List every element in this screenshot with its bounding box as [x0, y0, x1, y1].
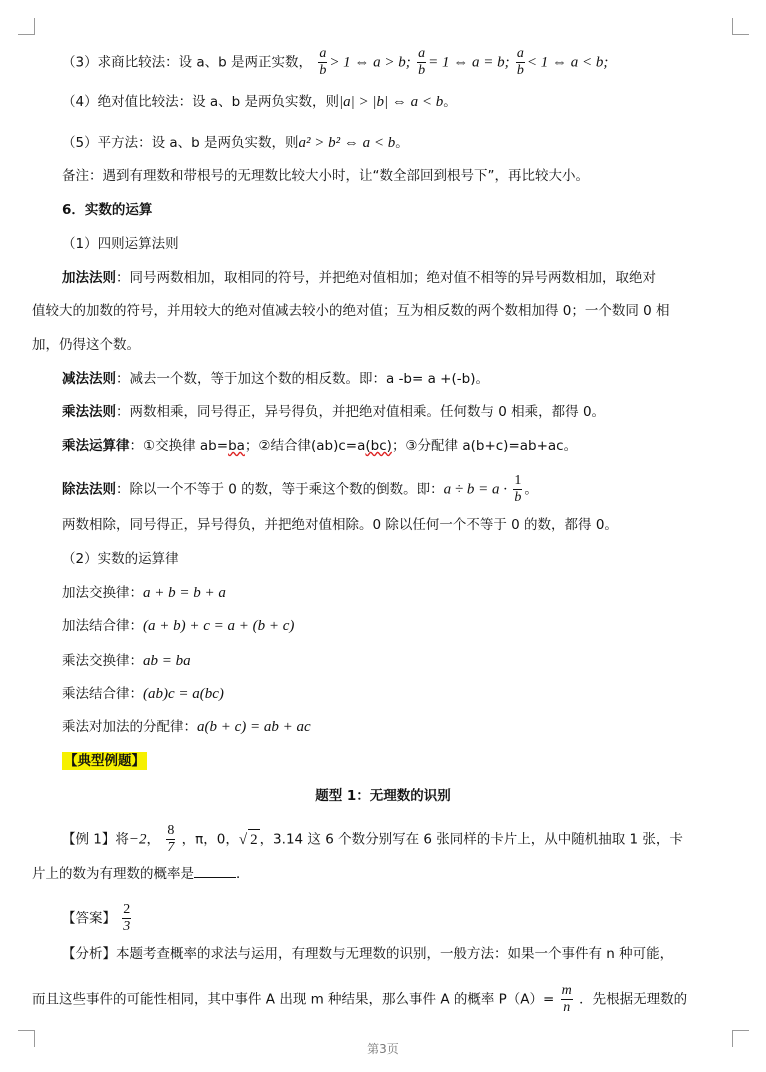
example-1-line: 【例 1】将−2， $\frac{8}{7}$ ，π，0，√ 2 ，3.14 这 6 个数分别写在 6 张同样的卡片上，从中随机抽取 1 张，卡: [62, 823, 683, 855]
section-heading: 6．实数的运算: [62, 202, 153, 218]
answer-line: 【答案】 $\frac{2}{3}$: [62, 902, 131, 934]
law-distributive: 乘法对加法的分配律：a(b + c) = ab + ac: [62, 719, 311, 735]
law-add-commutative: 加法交换律：a + b = b + a: [62, 585, 226, 601]
law-mul-associative: 乘法结合律：(ab)c = a(bc): [62, 686, 224, 702]
corner-mark: [732, 18, 749, 35]
addition-rule-cont: 值较大的加数的符号，并用较大的绝对值减去较小的绝对值；互为相反数的两个数相加得 0；一个数同 0 相: [32, 303, 670, 319]
answer-blank: [194, 864, 236, 878]
note-line: 备注：遇到有理数和带根号的无理数比较大小时，让“数全部回到根号下”，再比较大小。: [62, 168, 589, 184]
division-rule-line: 除法法则：除以一个不等于 0 的数，等于乘这个数的倒数。即：a ÷ b = a · $\frac{1}{b}$ 。: [62, 473, 538, 505]
division-sign-line: 两数相除，同号得正，异号得负，并把绝对值相除。0 除以任何一个不等于 0 的数，都得 0。: [62, 517, 618, 533]
analysis-cont: 而且这些事件的可能性相同，其中事件 A 出现 m 种结果，那么事件 A 的概率 P（A）= $\frac{m}{n}$ ．先根据无理数的: [32, 983, 688, 1015]
quotient-comparison-line: （3）求商比较法：设 a、b 是两正实数， $\frac{a}{b}$ > 1 ⇔ a > b; $\frac{a}{b}$ = 1 ⇔ a = b; $\frac{a}{b}$ < 1 ⇔ a < b;: [62, 46, 609, 78]
page-number: 第3页: [367, 1042, 399, 1056]
addition-rule-cont: 加，仍得这个数。: [32, 337, 140, 353]
question-type-title: 题型 1：无理数的识别: [315, 788, 451, 804]
law-add-associative: 加法结合律：(a + b) + c = a + (b + c): [62, 618, 295, 634]
multiplication-rule-line: 乘法法则：两数相乘，同号得正，异号得负，并把绝对值相乘。任何数与 0 相乘，都得 0。: [62, 404, 606, 420]
absolute-comparison-line: （4）绝对值比较法：设 a、b 是两负实数，则|a| > |b| ⇔ a < b。: [62, 94, 457, 110]
example-1-cont: 片上的数为有理数的概率是 ．: [32, 866, 250, 882]
corner-mark: [18, 18, 35, 35]
subheading: （2）实数的运算律: [62, 551, 179, 567]
analysis-line: 【分析】本题考查概率的求法与运用，有理数与无理数的识别，一般方法：如果一个事件有 n 种可能，: [62, 946, 674, 962]
multiplication-laws-line: 乘法运算律：①交换律 ab=ba；②结合律(ab)c=a(bc)；③分配律 a(b+c)=ab+ac。: [62, 438, 578, 454]
typical-examples-label: 【典型例题】: [64, 753, 145, 769]
subtraction-rule-line: 减法法则：减去一个数，等于加这个数的相反数。即：a -b= a +(-b)。: [62, 371, 489, 387]
square-comparison-line: （5）平方法：设 a、b 是两负实数，则a² > b² ⇔ a < b。: [62, 135, 409, 151]
addition-rule-line: 加法法则：同号两数相加，取相同的符号，并把绝对值相加；绝对值不相等的异号两数相加，取绝对: [62, 270, 656, 286]
subheading: （1）四则运算法则: [62, 236, 179, 252]
law-mul-commutative: 乘法交换律：ab = ba: [62, 653, 191, 669]
